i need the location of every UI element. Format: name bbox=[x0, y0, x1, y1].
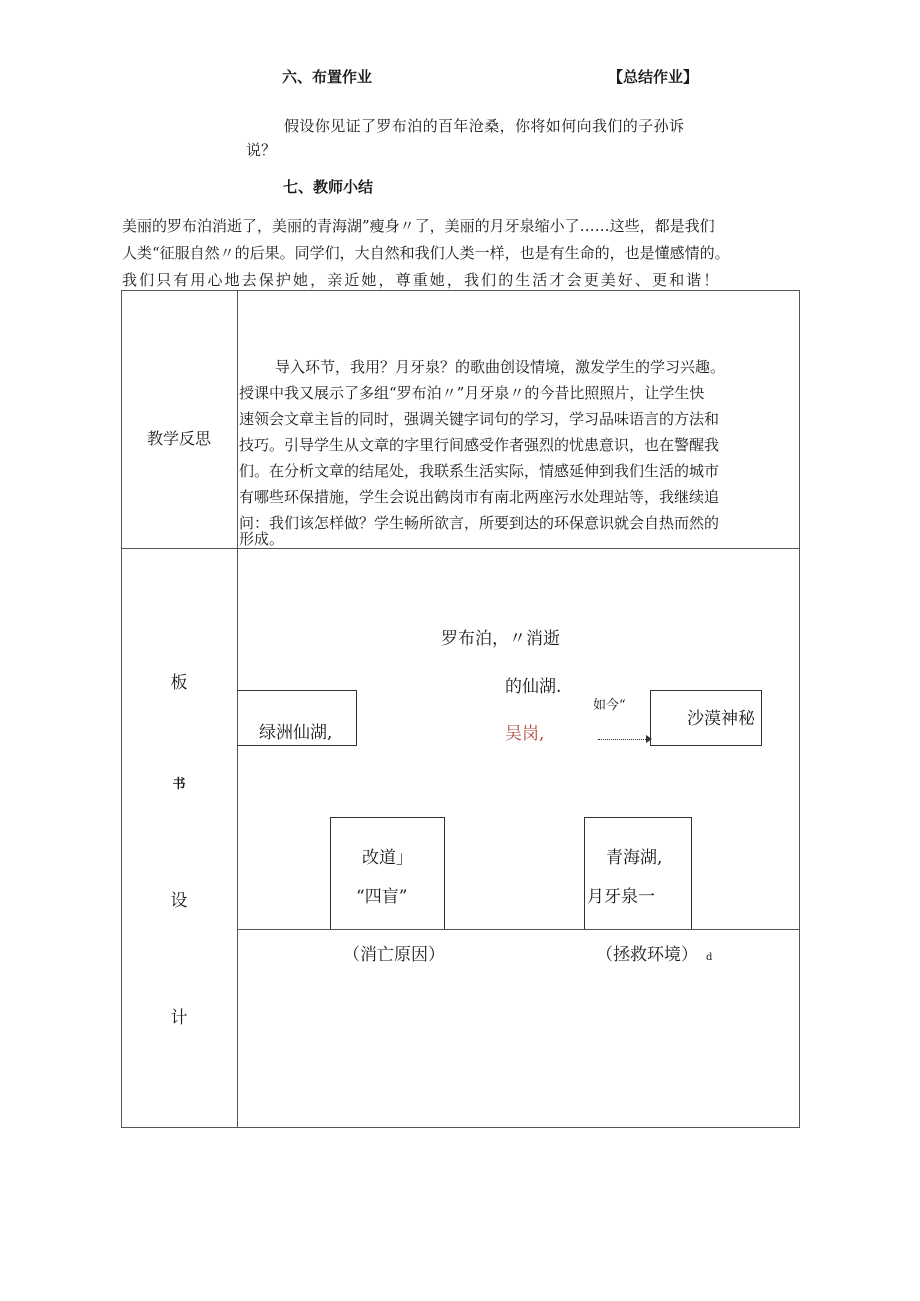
homework-heading: 六、布置作业 bbox=[282, 68, 373, 86]
table-border-bottom bbox=[121, 1127, 800, 1128]
table-row-divider bbox=[121, 548, 800, 549]
save-line2: 月牙泉一 bbox=[587, 887, 655, 907]
summary-line: 美丽的罗布泊消逝了，美丽的青海湖”瘦身〃了，美丽的月牙泉缩小了……这些，都是我们 bbox=[122, 217, 715, 235]
board-label-char: 板 bbox=[170, 673, 188, 693]
summary-line: 人类“征服自然〃的后果。同学们，大自然和我们人类一样，也是有生命的，也是懂感情的。 bbox=[122, 244, 730, 262]
reflection-line: 技巧。引导学生从文章的字里行间感受作者强烈的忧患意识，也在警醒我 bbox=[239, 436, 720, 454]
board-title-line2: 的仙湖. bbox=[505, 677, 562, 697]
now-label: 如今“ bbox=[593, 698, 626, 713]
board-baseline bbox=[237, 929, 799, 930]
save-line1: 青海湖, bbox=[606, 848, 663, 868]
reflection-line: 导入环节，我用？月牙泉？的歌曲创设情境，激发学生的学习兴趣。 bbox=[275, 358, 726, 376]
homework-question-line2: 说？ bbox=[246, 141, 277, 159]
reason-caption: （消亡原因） bbox=[343, 945, 445, 965]
table-border-top bbox=[121, 290, 800, 291]
summary-heading: 七、教师小结 bbox=[283, 178, 374, 196]
reflection-label: 教学反思 bbox=[146, 429, 211, 448]
desert-text: 沙漠神秘 bbox=[687, 709, 755, 729]
reflection-line: 形成。 bbox=[239, 530, 285, 548]
author-text: 吴岗, bbox=[505, 724, 545, 744]
oasis-box bbox=[237, 690, 357, 746]
board-title-line1: 罗布泊，〃消逝 bbox=[441, 629, 560, 649]
arrow-line bbox=[598, 739, 648, 740]
reflection-line: 问：我们该怎样做？学生畅所欲言，所要到达的环保意识就会自热而然的 bbox=[239, 514, 720, 532]
homework-tag: 【总结作业】 bbox=[608, 68, 699, 86]
reflection-line: 授课中我又展示了多组“罗布泊〃”月牙泉〃的今昔比照照片，让学生快 bbox=[239, 384, 705, 402]
stray-mark: d bbox=[706, 952, 713, 963]
table-border-right bbox=[799, 290, 800, 1128]
save-box bbox=[584, 817, 692, 930]
reason-line2: “四盲” bbox=[356, 887, 408, 907]
reflection-line: 有哪些环保措施，学生会说出鹤岗市有南北两座污水处理站等，我继续追 bbox=[239, 488, 720, 506]
desert-box bbox=[650, 690, 762, 746]
reason-box bbox=[330, 817, 445, 930]
save-caption: （拯救环境） bbox=[596, 945, 698, 965]
board-label-char: 设 bbox=[170, 891, 188, 911]
reflection-line: 们。在分析文章的结尾处，我联系生活实际，情感延伸到我们生活的城市 bbox=[239, 462, 720, 480]
reflection-line: 速领会文章主旨的同时，强调关键字词句的学习，学习品味语言的方法和 bbox=[239, 410, 720, 428]
oasis-text: 绿洲仙湖, bbox=[259, 723, 333, 743]
homework-question-line1: 假设你见证了罗布泊的百年沧桑，你将如何向我们的子孙诉 bbox=[284, 117, 685, 135]
summary-line: 我们只有用心地去保护她，亲近她，尊重她，我们的生活才会更美好、更和谐！ bbox=[122, 271, 721, 289]
board-label-char: 书 bbox=[172, 777, 186, 792]
board-label-char: 计 bbox=[170, 1008, 188, 1028]
reason-line1: 改道」 bbox=[362, 848, 413, 868]
